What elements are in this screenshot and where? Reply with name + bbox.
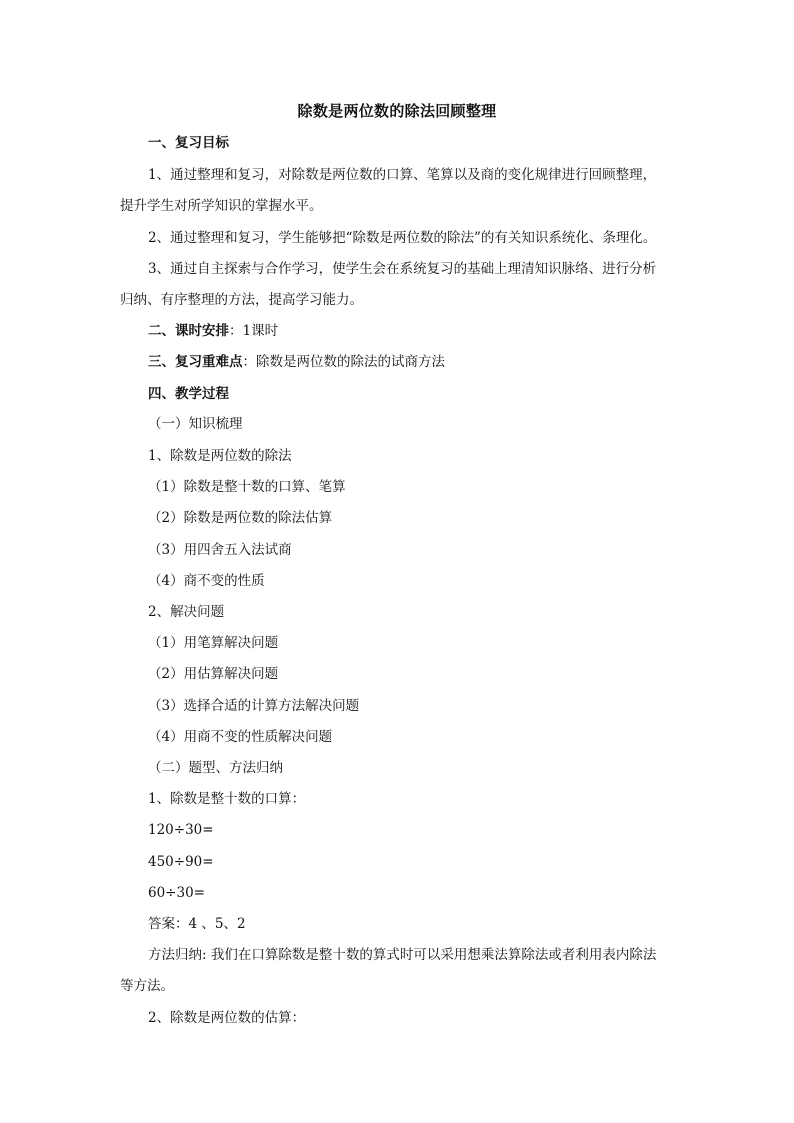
part-2-heading: （二）题型、方法归纳 bbox=[148, 760, 283, 776]
knowledge-item-2-sub-4: （4）用商不变的性质解决问题 bbox=[148, 729, 333, 745]
method-item-1: 1、除数是整十数的口算： bbox=[148, 791, 306, 807]
class-hours-value: ：1课时 bbox=[229, 323, 279, 339]
part-1-heading: （一）知识梳理 bbox=[148, 416, 243, 432]
knowledge-item-1-sub-1: （1）除数是整十数的口算、笔算 bbox=[148, 479, 346, 495]
goal-3-line-2: 归纳、有序整理的方法，提高学习能力。 bbox=[120, 292, 363, 308]
method-item-2: 2、除数是两位数的估算： bbox=[148, 1010, 306, 1026]
exercise-1: 120÷30= bbox=[148, 822, 214, 838]
document-title: 除数是两位数的除法回顾整理 bbox=[297, 102, 497, 120]
knowledge-item-1-sub-2: （2）除数是两位数的除法估算 bbox=[148, 510, 333, 526]
key-points-value: ：除数是两位数的除法的试商方法 bbox=[242, 354, 445, 370]
section-key-points bbox=[148, 352, 680, 372]
method-summary-line-2: 等方法。 bbox=[120, 978, 174, 994]
section-heading-teaching-process: 四、教学过程 bbox=[148, 386, 229, 402]
goal-2: 2、通过整理和复习，学生能够把“除数是两位数的除法”的有关知识系统化、条理化。 bbox=[148, 230, 657, 246]
goal-3-line-1: 3、通过自主探索与合作学习，使学生会在系统复习的基础上理清知识脉络、进行分析 bbox=[148, 261, 657, 277]
method-summary-line-1: 方法归纳: 我们在口算除数是整十数的算式时可以采用想乘法算除法或者利用表内除法 bbox=[148, 947, 657, 963]
exercise-2: 450÷90= bbox=[148, 854, 214, 870]
key-points-label: 三、复习重难点 bbox=[148, 354, 243, 370]
knowledge-item-1: 1、除数是两位数的除法 bbox=[148, 448, 292, 464]
knowledge-item-2-sub-1: （1）用笔算解决问题 bbox=[148, 635, 279, 651]
knowledge-item-2-sub-2: （2）用估算解决问题 bbox=[148, 666, 279, 682]
answer: 答案：4 、5、2 bbox=[148, 916, 246, 932]
goal-1-line-2: 提升学生对所学知识的掌握水平。 bbox=[120, 198, 323, 214]
knowledge-item-2-sub-3: （3）选择合适的计算方法解决问题 bbox=[148, 698, 360, 714]
section-class-hours bbox=[148, 321, 680, 341]
knowledge-item-2: 2、解决问题 bbox=[148, 604, 225, 620]
knowledge-item-1-sub-3: （3）用四舍五入法试商 bbox=[148, 542, 292, 558]
exercise-3: 60÷30= bbox=[148, 885, 205, 901]
class-hours-label: 二、课时安排 bbox=[148, 323, 229, 339]
goal-1-line-1: 1、通过整理和复习，对除数是两位数的口算、笔算以及商的变化规律进行回顾整理， bbox=[148, 167, 657, 183]
section-heading-review-goals: 一、复习目标 bbox=[148, 135, 229, 151]
knowledge-item-1-sub-4: （4）商不变的性质 bbox=[148, 573, 265, 589]
